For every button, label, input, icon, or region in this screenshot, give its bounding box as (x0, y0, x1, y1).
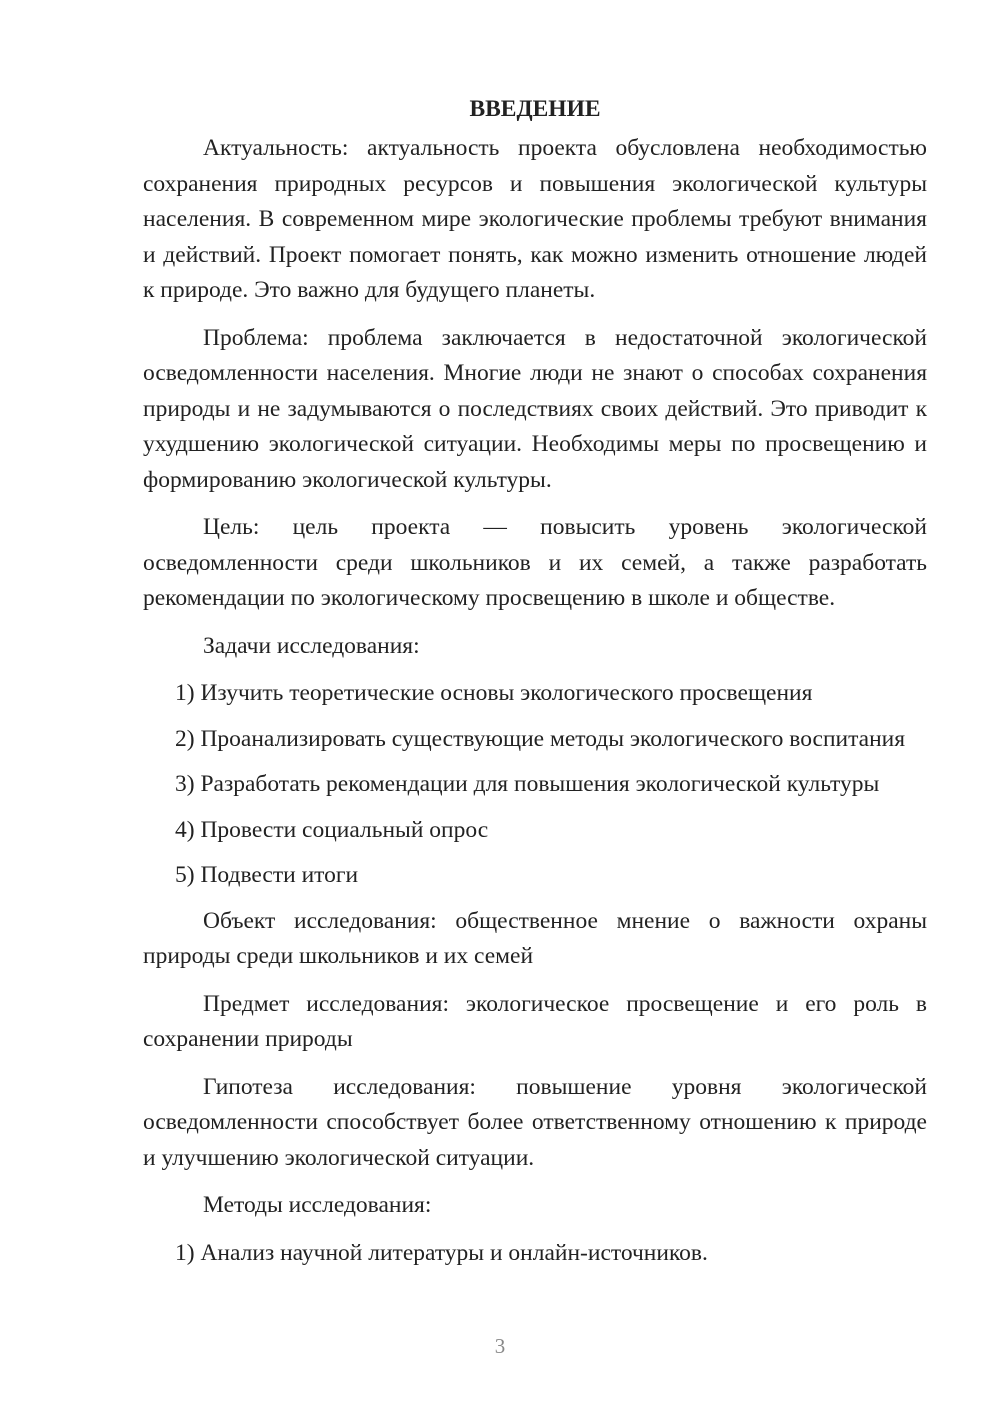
task-item-5: 5) Подвести итоги (175, 862, 359, 888)
page-number: 3 (494, 1334, 506, 1358)
page-title: ВВЕДЕНИЕ (469, 96, 601, 122)
task-item-3: 3) Разработать рекомендации для повышения экологической культуры (175, 771, 880, 797)
methods-heading: Методы исследования: (203, 1192, 432, 1218)
problem-paragraph: Проблема: проблема заключается в недостаточной экологической осведомленности населения. Многие люди не знают о способах сохранения природы и не задумываются о последствиях своих действий. Это приводит к ухудшению экологической ситуации. Необходимы меры по просвещению и формированию экологической культуры. (143, 324, 927, 493)
task-item-4: 4) Провести социальный опрос (175, 816, 489, 843)
page-content (143, 92, 927, 1281)
task-item-1: 1) Изучить теоретические основы экологического просвещения (175, 680, 813, 706)
hypothesis-paragraph: Гипотеза исследования: повышение уровня экологической осведомленности способствует более ответственному отношению к природе и улучшению экологической ситуации. (143, 1073, 927, 1171)
task-item-2: 2) Проанализировать существующие методы экологического воспитания (175, 725, 906, 752)
object-paragraph: Объект исследования: общественное мнение о важности охраны природы среди школьников и их семей (143, 907, 927, 969)
relevance-paragraph: Актуальность: актуальность проекта обусловлена необходимостью сохранения природных ресурсов и повышения экологической культуры населения. В современном мире экологические проблемы требуют внимания и действий. Проект помогает понять, как можно изменить отношение людей к природе. Это важно для будущего планеты. (143, 135, 927, 303)
goal-paragraph: Цель: цель проекта — повысить уровень экологической осведомленности среди школьников и их семей, а также разработать рекомендации по экологическому просвещению в школе и обществе. (143, 514, 927, 611)
subject-paragraph: Предмет исследования: экологическое просвещение и его роль в сохранении природы (143, 990, 927, 1052)
method-item-1: 1) Анализ научной литературы и онлайн-источников. (175, 1239, 708, 1266)
tasks-heading: Задачи исследования: (203, 632, 420, 659)
